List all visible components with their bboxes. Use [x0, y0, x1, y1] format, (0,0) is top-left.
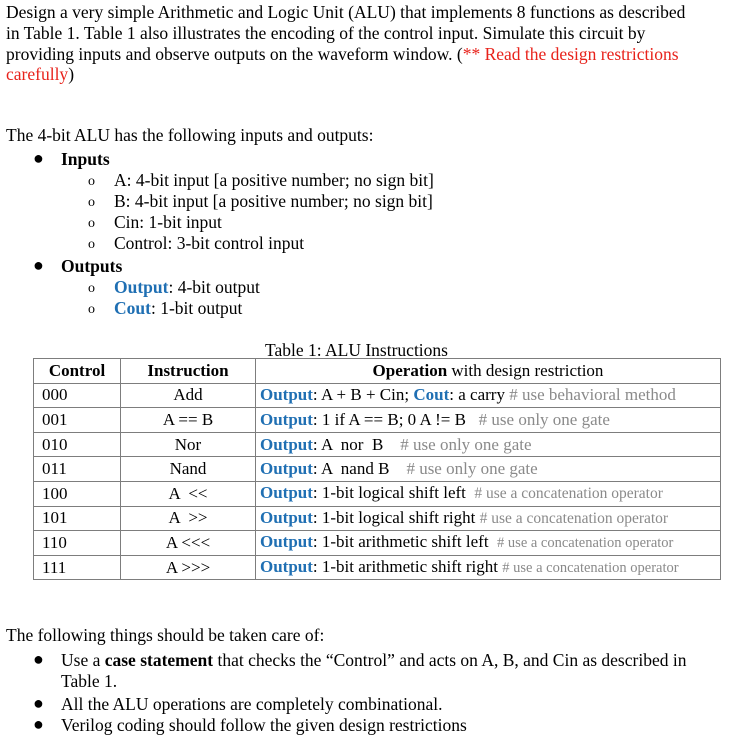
table-row: [34, 408, 721, 433]
operation-text: : A nand B: [312, 459, 407, 479]
outputs-label: Outputs: [61, 256, 123, 276]
circle-bullet-icon: o: [88, 216, 95, 231]
header-operation-rest: with design restriction: [447, 360, 604, 380]
header-control: Control: [34, 359, 121, 384]
output-desc: : 4-bit output: [168, 277, 260, 297]
instruction-cell: A <<: [121, 481, 256, 506]
input-item: Control: 3-bit control input: [114, 233, 305, 253]
table-row: [34, 481, 721, 506]
restriction-note: # use a concatenation operator: [479, 509, 669, 527]
control-cell: 011: [34, 457, 121, 482]
input-item: Cin: 1-bit input: [114, 212, 222, 232]
table-row: [34, 531, 721, 556]
table-caption: Table 1: ALU Instructions: [265, 340, 448, 360]
note-item: [61, 650, 686, 671]
circle-bullet-icon: o: [88, 302, 95, 317]
operation-text: : A + B + Cin;: [312, 385, 414, 405]
notes-heading: The following things should be taken care of:: [6, 625, 325, 645]
control-cell: 000: [34, 383, 121, 408]
operation-cell: [256, 555, 721, 580]
header-instruction: Instruction: [121, 359, 256, 384]
note-1-bold: case statement: [104, 650, 214, 670]
instruction-cell: A >>: [121, 506, 256, 531]
inputs-label: Inputs: [61, 149, 110, 169]
output-item: [114, 298, 242, 319]
restriction-note: # use behavioral method: [509, 385, 676, 405]
intro-line-4: [6, 64, 730, 85]
intro-warning: ** Read the design restrictions: [462, 43, 679, 64]
output-name: Output: [114, 277, 169, 297]
intro-line-1: Design a very simple Arithmetic and Logic Unit (ALU) that implements 8 functions as described: [6, 2, 686, 22]
operation-cell: [256, 457, 721, 482]
instruction-cell: Nor: [121, 432, 256, 457]
operation-cell: [256, 432, 721, 457]
note-item: Verilog coding should follow the given design restrictions: [61, 715, 467, 735]
operation-cell: [256, 481, 721, 506]
operation-cell: [256, 408, 721, 433]
bullet-icon: ●: [33, 148, 44, 168]
table-row: [34, 383, 721, 408]
instruction-cell: A >>>: [121, 555, 256, 580]
control-cell: 111: [34, 555, 121, 580]
bullet-icon: ●: [33, 649, 44, 669]
cout-desc: : 1-bit output: [150, 298, 243, 318]
restriction-note: # use a concatenation operator: [474, 485, 663, 503]
output-keyword: Output: [260, 434, 313, 454]
note-1-line-2: Table 1.: [61, 671, 118, 691]
note-1-pre: Use a: [61, 650, 105, 670]
instruction-cell: A <<<: [121, 531, 256, 556]
operation-text: : 1-bit logical shift right: [312, 507, 480, 527]
operation-text: : 1-bit logical shift left: [312, 483, 475, 503]
operation-cell: [256, 506, 721, 531]
control-cell: 001: [34, 408, 121, 433]
alu-table: [33, 358, 721, 580]
operation-text: : 1 if A == B; 0 A != B: [312, 409, 479, 429]
operation-text: : A nor B: [312, 434, 401, 454]
circle-bullet-icon: o: [88, 174, 95, 189]
circle-bullet-icon: o: [88, 195, 95, 210]
circle-bullet-icon: o: [88, 237, 95, 252]
restriction-note: # use only one gate: [406, 459, 538, 479]
table-row: [34, 506, 721, 531]
output-item: [114, 277, 260, 298]
output-keyword: Output: [260, 409, 313, 429]
bullet-icon: ●: [33, 693, 44, 713]
intro-warning-end: carefully: [6, 64, 69, 85]
operation-text: : 1-bit arithmetic shift right: [312, 557, 503, 577]
output-keyword: Output: [260, 385, 313, 405]
circle-bullet-icon: o: [88, 281, 95, 296]
table-row: [34, 457, 721, 482]
output-keyword: Output: [260, 532, 313, 552]
control-cell: 110: [34, 531, 121, 556]
header-operation: [256, 359, 721, 384]
header-operation-bold: Operation: [372, 360, 448, 380]
note-item: All the ALU operations are completely combinational.: [61, 694, 443, 714]
instruction-cell: Add: [121, 383, 256, 408]
instruction-cell: A == B: [121, 408, 256, 433]
intro-line-3-text: providing inputs and observe outputs on the waveform window. (: [6, 43, 463, 64]
operation-text-2: : a carry: [449, 385, 510, 405]
intro-line-2: in Table 1. Table 1 also illustrates the encoding of the control input. Simulate this circuit by: [6, 22, 646, 43]
control-cell: 010: [34, 432, 121, 457]
control-cell: 100: [34, 481, 121, 506]
table-row: [34, 432, 721, 457]
output-keyword: Output: [260, 459, 313, 479]
restriction-note: # use a concatenation operator: [502, 560, 679, 577]
restriction-note: # use a concatenation operator: [497, 535, 674, 552]
cout-name: Cout: [114, 298, 151, 318]
operation-cell: [256, 531, 721, 556]
input-item: A: 4-bit input [a positive number; no sign bit]: [114, 170, 434, 190]
operation-cell: [256, 383, 721, 408]
restriction-note: # use only one gate: [400, 434, 532, 454]
note-1-post: that checks the “Control” and acts on A, B, and Cin as described in: [213, 650, 687, 670]
restriction-note: # use only one gate: [478, 409, 610, 429]
table-row: [34, 555, 721, 580]
bullet-icon: ●: [33, 714, 44, 734]
cout-keyword: Cout: [413, 385, 450, 405]
output-keyword: Output: [260, 483, 313, 503]
output-keyword: Output: [260, 507, 313, 527]
intro-line-3: [6, 44, 730, 65]
instruction-cell: Nand: [121, 457, 256, 482]
operation-text: : 1-bit arithmetic shift left: [312, 532, 498, 552]
intro-paragraph: [6, 2, 730, 85]
intro-close-paren: ): [68, 64, 75, 85]
input-item: B: 4-bit input [a positive number; no sign bit]: [114, 191, 433, 211]
control-cell: 101: [34, 506, 121, 531]
table-header-row: [34, 359, 721, 384]
bullet-icon: ●: [33, 255, 44, 275]
io-heading: The 4-bit ALU has the following inputs and outputs:: [6, 125, 374, 145]
output-keyword: Output: [260, 557, 313, 577]
